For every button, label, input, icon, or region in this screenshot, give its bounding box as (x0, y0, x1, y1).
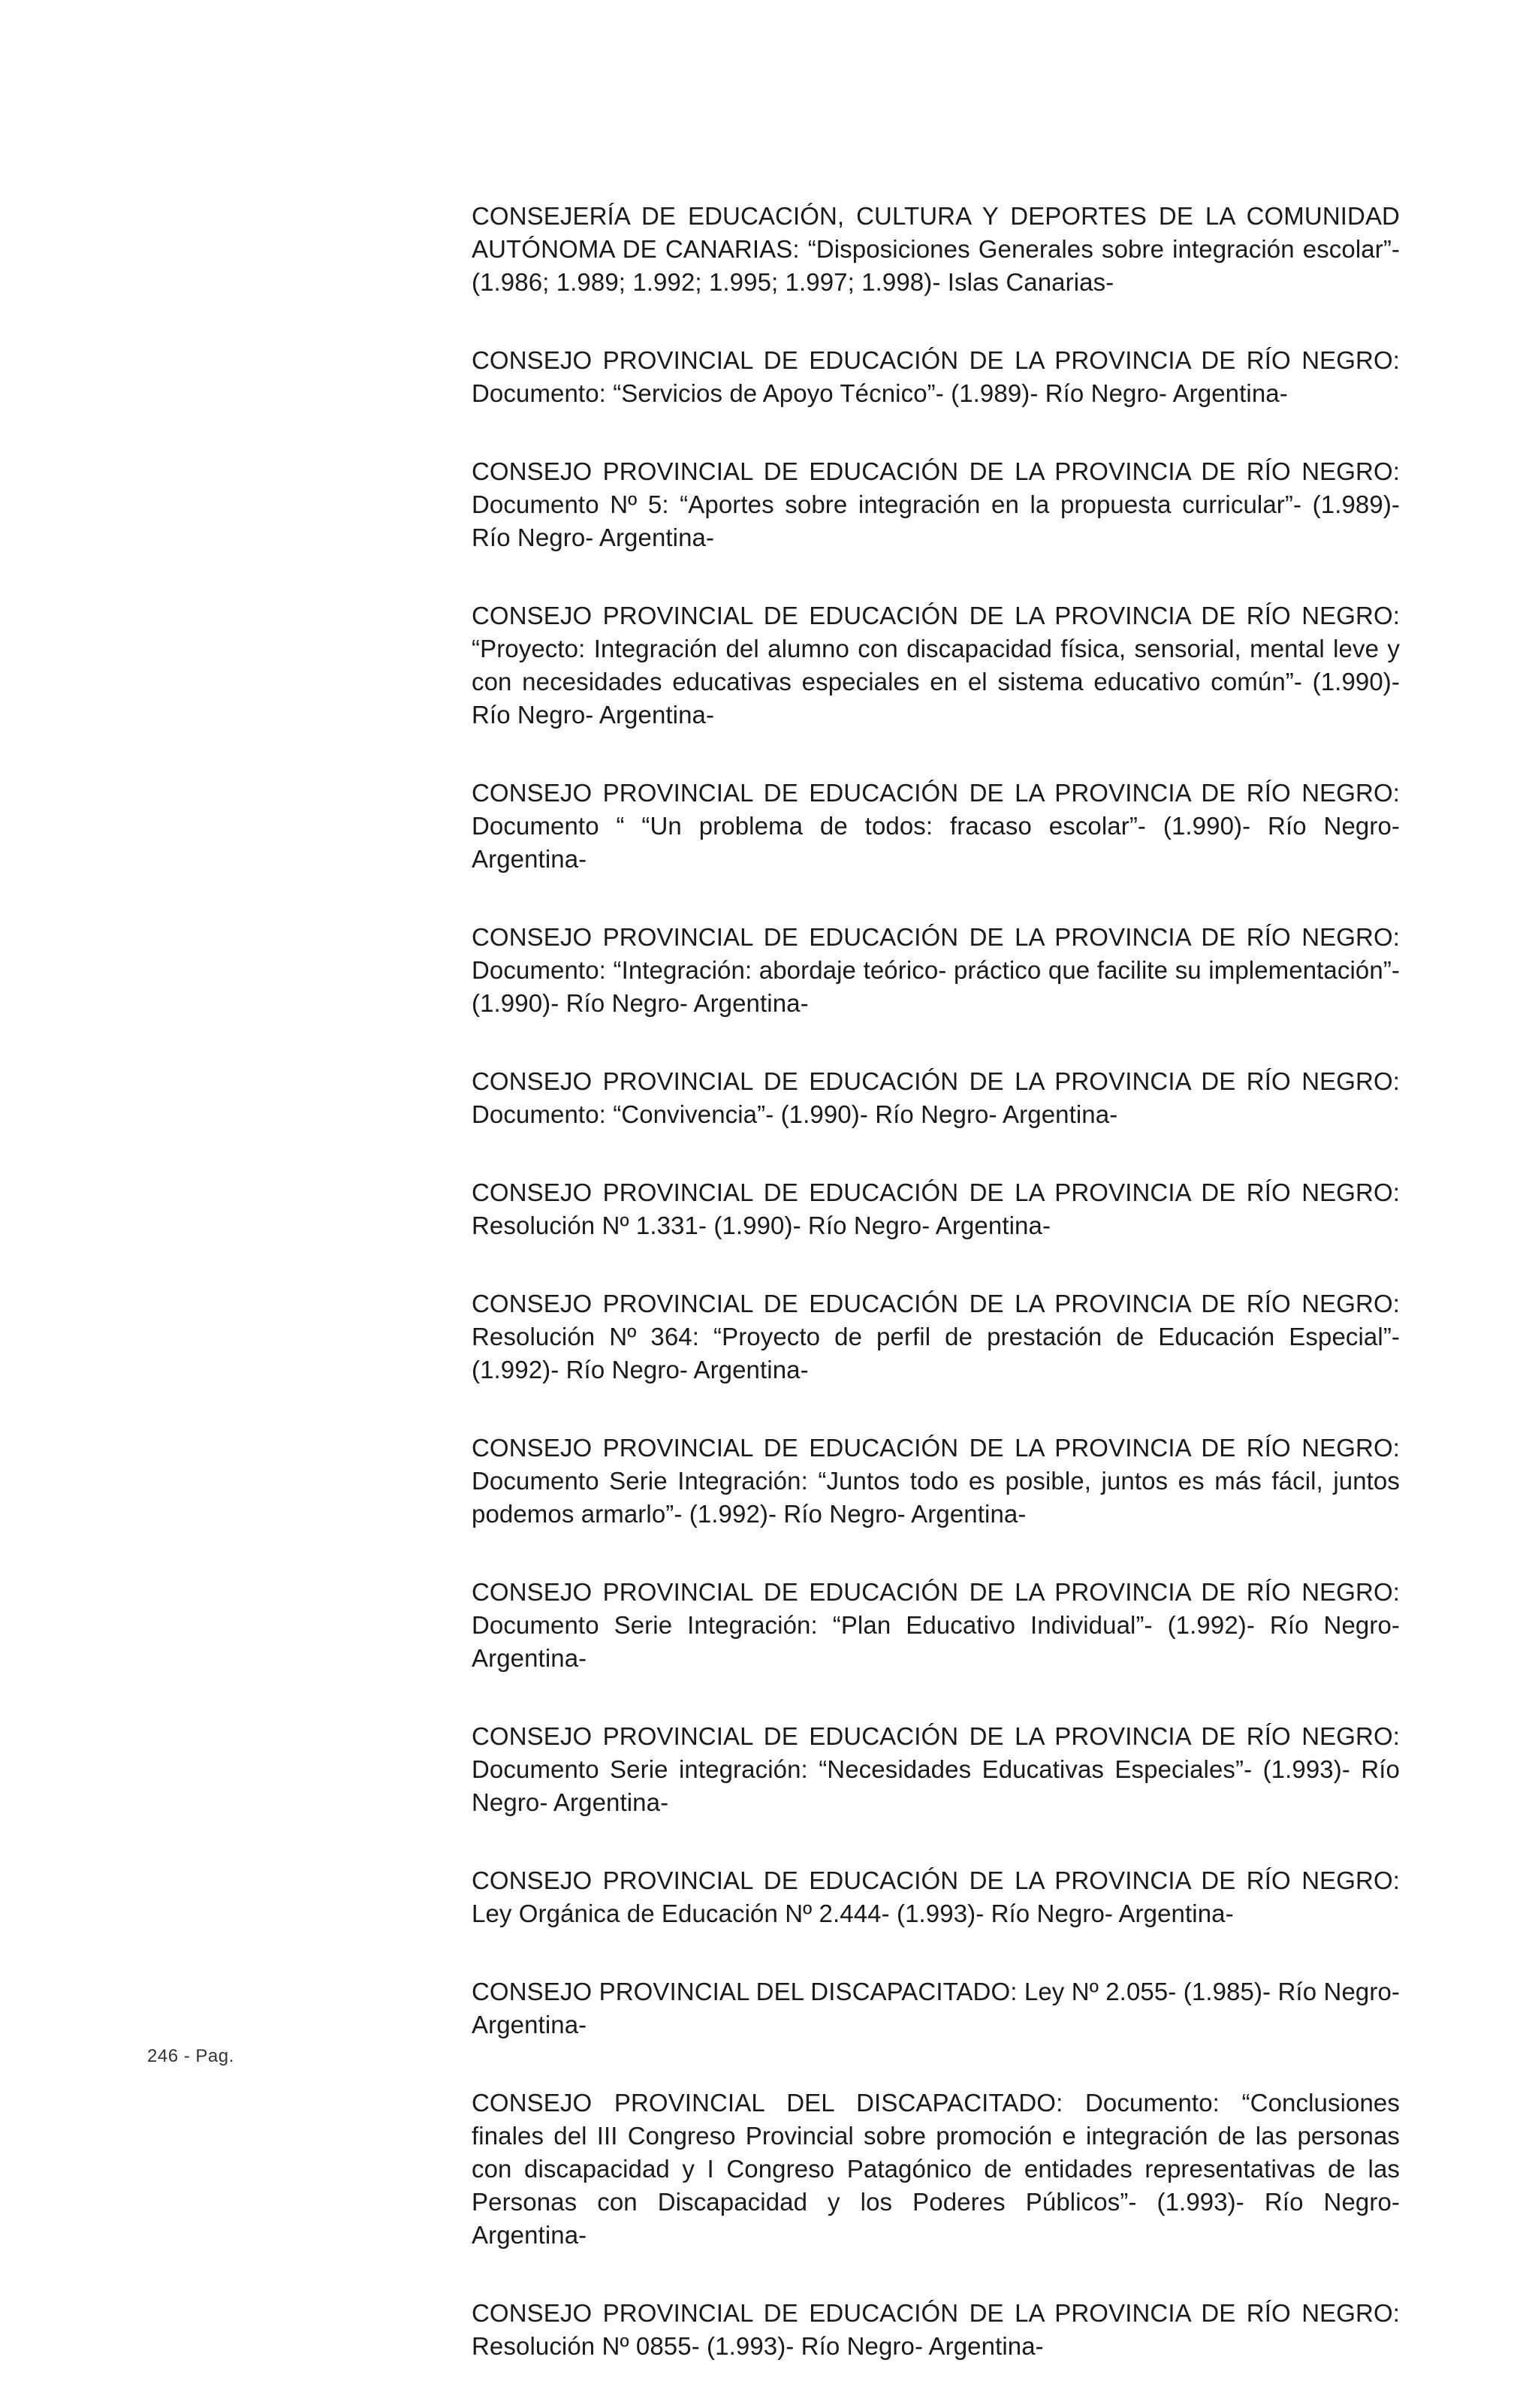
bibliography-entry: CONSEJO PROVINCIAL DE EDUCACIÓN DE LA PROVINCIA DE RÍO NEGRO: Documento Nº 5: “Aportes sobre integración en la propuesta curricular”- (1.989)- Río Negro- Argentina- (472, 457, 1400, 551)
bibliography-entry: CONSEJO PROVINCIAL DE EDUCACIÓN DE LA PROVINCIA DE RÍO NEGRO: Documento “ “Un problema de todos: fracaso escolar”- (1.990)- Río Negro- Argentina- (472, 779, 1400, 873)
bibliography-list (472, 200, 1400, 2408)
bibliography-entry: CONSEJO PROVINCIAL DE EDUCACIÓN DE LA PROVINCIA DE RÍO NEGRO: Resolución Nº 1.331- (1.990)- Río Negro- Argentina- (472, 1178, 1400, 1239)
bibliography-entry: CONSEJO PROVINCIAL DE EDUCACIÓN DE LA PROVINCIA DE RÍO NEGRO: Documento: “Convivencia”- (1.990)- Río Negro- Argentina- (472, 1067, 1400, 1128)
bibliography-entry: CONSEJERÍA DE EDUCACIÓN, CULTURA Y DEPORTES DE LA COMUNIDAD AUTÓNOMA DE CANARIAS: “Disposiciones Generales sobre integración escolar”- (1.986; 1.989; 1.992; 1.995; 1.997; 1.998)- Islas Canarias- (472, 202, 1400, 296)
bibliography-entry: CONSEJO PROVINCIAL DE EDUCACIÓN DE LA PROVINCIA DE RÍO NEGRO: Documento: “Servicios de Apoyo Técnico”- (1.989)- Río Negro- Argentina- (472, 346, 1400, 407)
bibliography-entry: CONSEJO PROVINCIAL DE EDUCACIÓN DE LA PROVINCIA DE RÍO NEGRO: “Proyecto: Integración del alumno con discapacidad física, sensorial, mental leve y con necesidades educativas especiales en el sistema educativo común”- (1.990)- Río Negro- Argentina- (472, 602, 1400, 729)
bibliography-entry: CONSEJO PROVINCIAL DE EDUCACIÓN DE LA PROVINCIA DE RÍO NEGRO: Documento Serie integración: “Necesidades Educativas Especiales”- (1.993)- Río Negro- Argentina- (472, 1722, 1400, 1816)
bibliography-entry: CONSEJO PROVINCIAL DE EDUCACIÓN DE LA PROVINCIA DE RÍO NEGRO: Documento Serie Integración: “Plan Educativo Individual”- (1.992)- Río Negro- Argentina- (472, 1578, 1400, 1672)
bibliography-entry: CONSEJO PROVINCIAL DEL DISCAPACITADO: Documento: “Conclusiones finales del III Congreso Provincial sobre promoción e integración de las personas con discapacidad y I Congreso Patagónico de entidades representativas de las Personas con Discapacidad y los Poderes Públicos”- (1.993)- Río Negro- Argentina- (472, 2089, 1400, 2249)
page-number: 246 - Pag. (147, 2046, 234, 2066)
bibliography-entry: CONSEJO PROVINCIAL DEL DISCAPACITADO: Ley Nº 2.055- (1.985)- Río Negro- Argentina- (472, 1978, 1400, 2038)
bibliography-entry: CONSEJO PROVINCIAL DE EDUCACIÓN DE LA PROVINCIA DE RÍO NEGRO: Ley Orgánica de Educación Nº 2.444- (1.993)- Río Negro- Argentina- (472, 1866, 1400, 1927)
bibliography-entry: CONSEJO PROVINCIAL DE EDUCACIÓN DE LA PROVINCIA DE RÍO NEGRO: Documento Serie Integración: “Juntos todo es posible, juntos es más fácil, juntos podemos armarlo”- (1.992)- Río Negro- Argentina- (472, 1434, 1400, 1528)
bibliography-entry: CONSEJO PROVINCIAL DE EDUCACIÓN DE LA PROVINCIA DE RÍO NEGRO: Resolución Nº 0855- (1.993)- Río Negro- Argentina- (472, 2299, 1400, 2360)
bibliography-entry: CONSEJO PROVINCIAL DE EDUCACIÓN DE LA PROVINCIA DE RÍO NEGRO: Resolución Nº 364: “Proyecto de perfil de prestación de Educación Especial”- (1.992)- Río Negro- Argentina- (472, 1290, 1400, 1384)
bibliography-entry: CONSEJO PROVINCIAL DE EDUCACIÓN DE LA PROVINCIA DE RÍO NEGRO: Documento: “Integración: abordaje teórico- práctico que facilite su implementación”- (1.990)- Río Negro- Argentina- (472, 923, 1400, 1017)
